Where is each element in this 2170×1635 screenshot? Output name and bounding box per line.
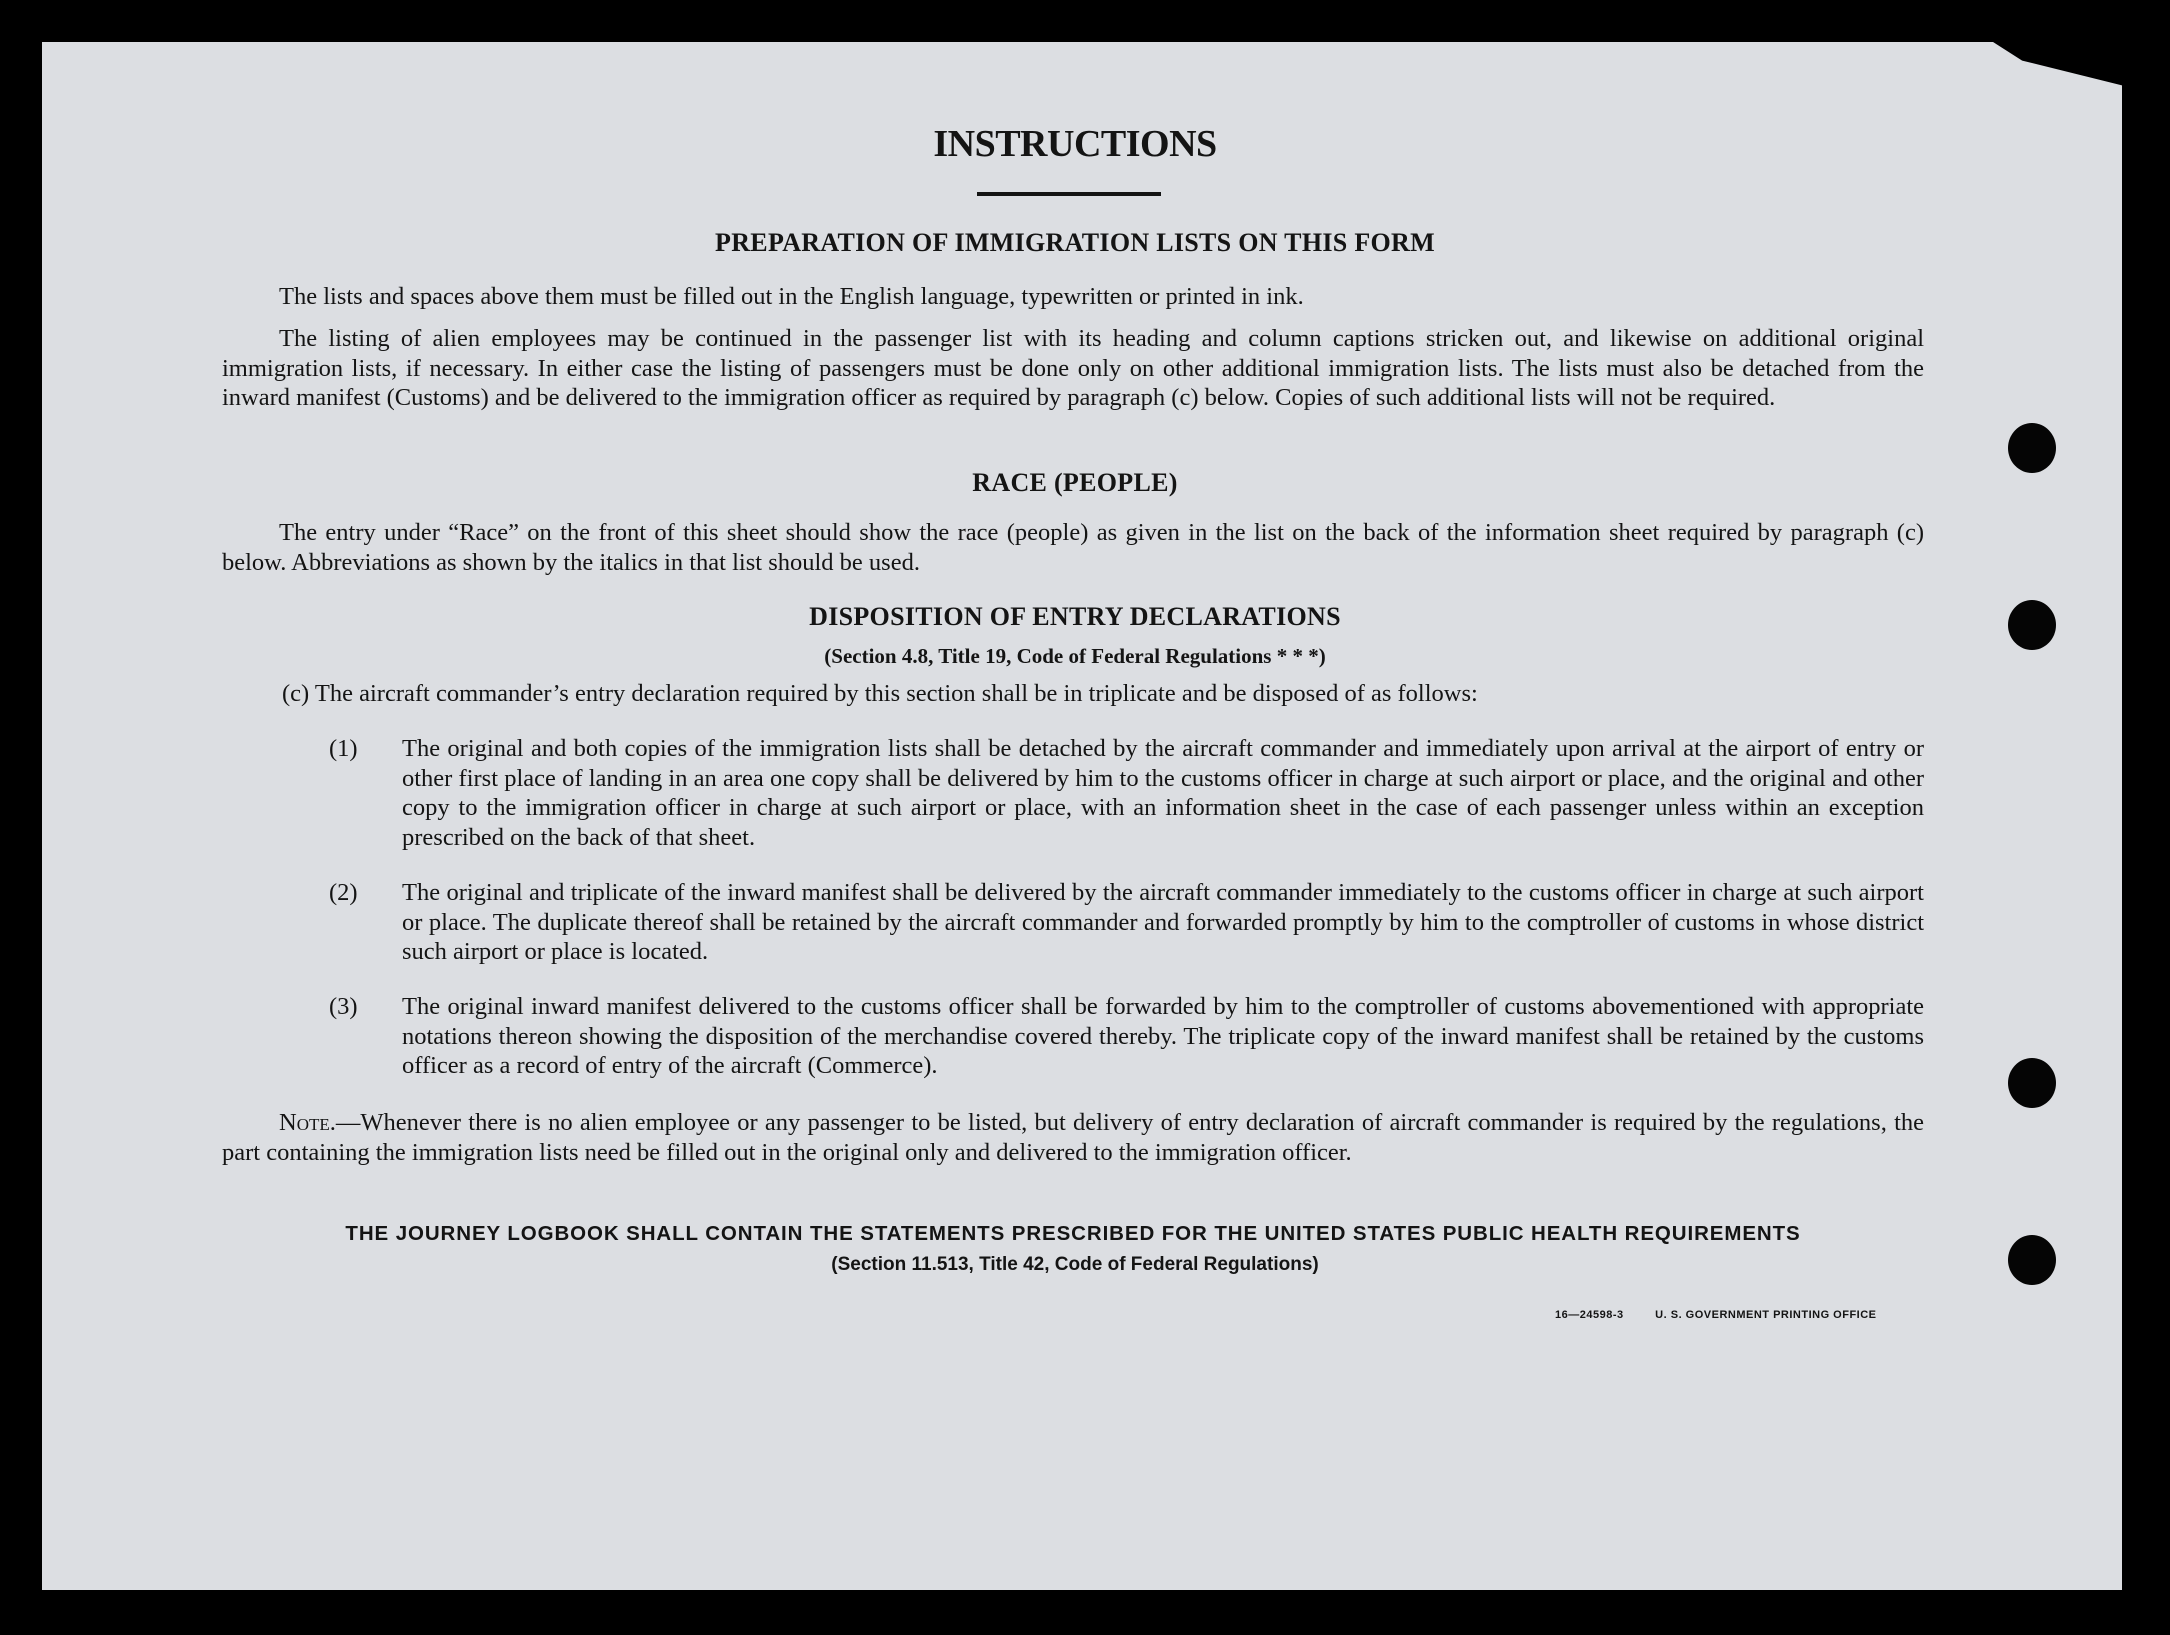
paragraph-language: The lists and spaces above them must be filled out in the English language, typewritten or printed in ink. — [279, 283, 1304, 310]
paragraph-race: The entry under “Race” on the front of this sheet should show the race (people) as given in the list on the back of the information sheet required by paragraph (c) below. Abbreviations as shown by the italics in that list should be used. — [222, 519, 1924, 576]
list-item-text: The original and triplicate of the inward manifest shall be delivered by the aircraft commander immediately to the customs officer in charge at such airport or place. The duplicate thereof shall be retained by the aircraft commander and forwarded promptly by him to the comptroller of customs in whose district such airport or place is located. — [402, 879, 1924, 965]
footer-requirement: THE JOURNEY LOGBOOK SHALL CONTAIN THE STATEMENTS PRESCRIBED FOR THE UNITED STATES PUBLIC HEALTH REQUIREMENTS — [345, 1222, 1801, 1245]
paragraph-c-text: The aircraft commander’s entry declaration required by this section shall be in triplicate and be disposed of as follows: — [314, 680, 1478, 707]
punch-hole — [2008, 423, 2056, 473]
list-item-number: (3) — [329, 993, 358, 1020]
section-heading-race: RACE (PEOPLE) — [972, 468, 1178, 497]
list-item-3 — [329, 992, 1924, 1081]
list-item-text: The original and both copies of the immigration lists shall be detached by the aircraft commander and immediately upon arrival at the airport of entry or other first place of landing in an area one copy shall be delivered by him to the customs officer in charge at such airport or place, and the original and other copy to the immigration officer in charge at such airport or place, with an information sheet in the case of each passenger unless within an exception prescribed on the back of that sheet. — [402, 735, 1924, 851]
note-text: —Whenever there is no alien employee or any passenger to be listed, but delivery of entry declaration of aircraft commander is required by the regulations, the part containing the immigration lists need be filled out in the original only and delivered to the immigration officer. — [222, 1109, 1924, 1166]
paragraph-alien-employees: The listing of alien employees may be continued in the passenger list with its heading and column captions stricken out, and likewise on additional original immigration lists, if necessary. In either case the listing of passengers must be done only on other additional immigration lists. The lists must also be detached from the inward manifest (Customs) and be delivered to the immigration officer as required by paragraph (c) below. Copies of such additional lists will not be required. — [222, 325, 1924, 411]
section-heading-disposition: DISPOSITION OF ENTRY DECLARATIONS — [809, 602, 1341, 631]
form-code: 16—24598-3 — [1555, 1309, 1624, 1321]
section-citation: (Section 4.8, Title 19, Code of Federal Regulations * * *) — [824, 644, 1326, 668]
list-item-2 — [329, 878, 1924, 967]
paragraph-c-label: (c) — [282, 680, 310, 707]
list-item-number: (1) — [329, 735, 358, 762]
printer-imprint — [1555, 1309, 1877, 1321]
list-item-number: (2) — [329, 879, 358, 906]
note-paragraph — [222, 1108, 1924, 1167]
page-title: INSTRUCTIONS — [933, 123, 1217, 165]
section-heading-preparation: PREPARATION OF IMMIGRATION LISTS ON THIS FORM — [715, 228, 1435, 257]
title-underline — [977, 192, 1161, 196]
list-item-1 — [329, 734, 1924, 852]
punch-hole — [2008, 1058, 2056, 1108]
printer-name: U. S. GOVERNMENT PRINTING OFFICE — [1655, 1309, 1877, 1321]
footer-citation: (Section 11.513, Title 42, Code of Federal Regulations) — [831, 1254, 1319, 1275]
paragraph-c — [282, 680, 1478, 708]
note-label: Note. — [279, 1109, 336, 1136]
list-item-text: The original inward manifest delivered to the customs officer shall be forwarded by him to the comptroller of customs abovementioned with appropriate notations thereon showing the disposition of the merchandise covered thereby. The triplicate copy of the inward manifest shall be retained by the customs officer as a record of entry of the aircraft (Commerce). — [402, 993, 1924, 1079]
